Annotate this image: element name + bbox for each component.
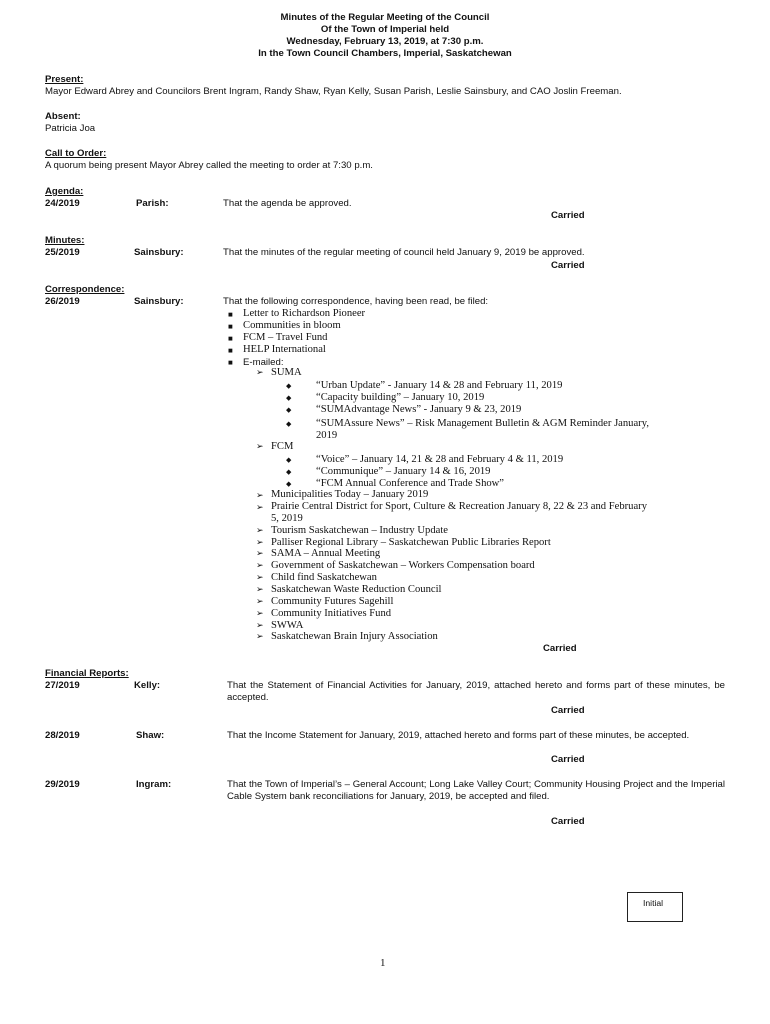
diamond-bullet-icon: ◆ [286,382,292,390]
arrow-bullet-icon: ➢ [256,585,264,595]
list-item: FCM [271,441,294,452]
motion-mover: Sainsbury: [134,296,184,307]
square-bullet-icon: ■ [228,334,233,343]
absent-text: Patricia Joa [45,123,96,134]
present-heading: Present: [45,74,84,85]
motion-text: That the Income Statement for January, 2019, attached hereto and forms part of these minutes, be accepted. [227,730,690,741]
arrow-bullet-icon: ➢ [256,503,264,513]
list-item-continuation: 2019 [316,430,338,441]
arrow-bullet-icon: ➢ [256,549,264,559]
arrow-bullet-icon: ➢ [256,632,264,642]
carried-label: Carried [543,643,577,654]
motion-number: 28/2019 [45,730,80,741]
list-item: “Communique” – January 14 & 16, 2019 [316,466,491,477]
title-line: In the Town Council Chambers, Imperial, Saskatchewan [258,48,512,59]
square-bullet-icon: ■ [228,346,233,355]
list-item: HELP International [243,344,326,355]
motion-number: 27/2019 [45,680,80,691]
motion-text: That the Statement of Financial Activities for January, 2019, attached hereto and forms part of these minutes, be accepted. [227,680,725,703]
title-line: Minutes of the Regular Meeting of the Council [280,12,490,23]
motion-number: 24/2019 [45,198,80,209]
arrow-bullet-icon: ➢ [256,621,264,631]
list-item: SWWA [271,620,304,631]
list-item: “SUMAssure News” – Risk Management Bulletin & AGM Reminder January, [316,418,649,429]
list-item-continuation: 5, 2019 [271,513,303,524]
title-line: Of the Town of Imperial held [320,24,450,35]
motion-number: 25/2019 [45,247,80,258]
page-number: 1 [380,957,386,969]
motion-mover: Parish: [136,198,169,209]
carried-label: Carried [551,705,585,716]
motion-mover: Shaw: [136,730,165,741]
initial-label: Initial [643,898,664,908]
title-line: Wednesday, February 13, 2019, at 7:30 p.m. [286,36,484,47]
carried-label: Carried [551,816,585,827]
square-bullet-icon: ■ [228,310,233,319]
list-item: SAMA – Annual Meeting [271,548,381,559]
list-item: Communities in bloom [243,320,341,331]
motion-mover: Kelly: [134,680,161,691]
absent-heading: Absent: [45,111,81,122]
call-to-order-text: A quorum being present Mayor Abrey called the meeting to order at 7:30 p.m. [45,160,373,171]
arrow-bullet-icon: ➢ [256,538,264,548]
diamond-bullet-icon: ◆ [286,420,292,428]
square-bullet-icon: ■ [228,322,233,331]
list-item: Palliser Regional Library – Saskatchewan Public Libraries Report [271,537,551,548]
document-title [0,12,770,60]
list-item: Child find Saskatchewan [271,572,377,583]
motion-text: That the Town of Imperial’s – General Account; Long Lake Valley Court; Community Housing Project and the Imperial Cable System bank reconciliations for January, 2019, be accepted and filed. [227,779,725,802]
arrow-bullet-icon: ➢ [256,526,264,536]
list-item: Prairie Central District for Sport, Culture & Recreation January 8, 22 & 23 and February [271,501,647,512]
list-item: “SUMAdvantage News” - January 9 & 23, 2019 [316,404,522,415]
diamond-bullet-icon: ◆ [286,406,292,414]
arrow-bullet-icon: ➢ [256,442,264,452]
list-item: FCM – Travel Fund [243,332,328,343]
list-item: Saskatchewan Waste Reduction Council [271,584,442,595]
list-item: “Capacity building” – January 10, 2019 [316,392,485,403]
motion-text: That the agenda be approved. [223,198,352,209]
arrow-bullet-icon: ➢ [256,368,264,378]
arrow-bullet-icon: ➢ [256,573,264,583]
present-text: Mayor Edward Abrey and Councilors Brent Ingram, Randy Shaw, Ryan Kelly, Susan Parish, Leslie Sainsbury, and CAO Joslin Freeman. [45,86,622,97]
list-item: “Voice” – January 14, 21 & 28 and February 4 & 11, 2019 [316,454,564,465]
list-item: Government of Saskatchewan – Workers Compensation board [271,560,535,571]
minutes-heading: Minutes: [45,235,85,246]
correspondence-heading: Correspondence: [45,284,125,295]
diamond-bullet-icon: ◆ [286,456,292,464]
list-item: E-mailed: [243,357,284,368]
list-item: Community Futures Sagehill [271,596,394,607]
call-to-order-heading: Call to Order: [45,148,107,159]
carried-label: Carried [551,210,585,221]
diamond-bullet-icon: ◆ [286,394,292,402]
list-item: Municipalities Today – January 2019 [271,489,429,500]
arrow-bullet-icon: ➢ [256,491,264,501]
motion-text: That the following correspondence, having been read, be filed: [223,296,489,307]
motion-mover: Ingram: [136,779,172,790]
motion-text: That the minutes of the regular meeting of council held January 9, 2019 be approved. [223,247,585,258]
arrow-bullet-icon: ➢ [256,609,264,619]
list-item: “Urban Update” - January 14 & 28 and February 11, 2019 [316,380,563,391]
square-bullet-icon: ■ [228,358,233,367]
list-item: Letter to Richardson Pioneer [243,308,366,319]
list-item: Tourism Saskatchewan – Industry Update [271,525,448,536]
motion-mover: Sainsbury: [134,247,184,258]
initial-box [627,892,683,922]
diamond-bullet-icon: ◆ [286,480,292,488]
arrow-bullet-icon: ➢ [256,561,264,571]
financial-heading: Financial Reports: [45,668,129,679]
diamond-bullet-icon: ◆ [286,468,292,476]
motion-number: 26/2019 [45,296,80,307]
list-item: SUMA [271,367,302,378]
arrow-bullet-icon: ➢ [256,597,264,607]
agenda-heading: Agenda: [45,186,84,197]
carried-label: Carried [551,754,585,765]
list-item: “FCM Annual Conference and Trade Show” [316,478,505,489]
carried-label: Carried [551,260,585,271]
list-item: Saskatchewan Brain Injury Association [271,631,438,642]
motion-number: 29/2019 [45,779,80,790]
list-item: Community Initiatives Fund [271,608,392,619]
